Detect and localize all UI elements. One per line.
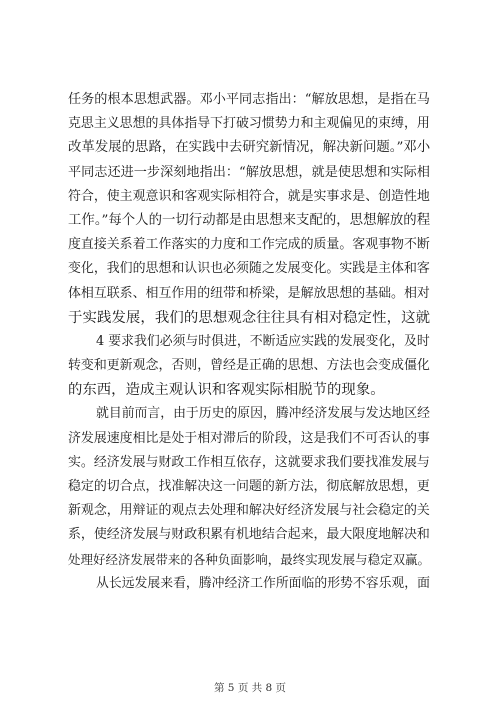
text-line: 任务的根本思想武器。邓小平同志指出：“解放思想，是指在马 (68, 92, 430, 107)
text-line: 改革发展的思路，在实践中去研究新情况，解决新问题。”邓小 (68, 140, 431, 156)
text-line: 度直接关系着工作落实的力度和工作完成的质量。客观事物不断 (68, 237, 430, 253)
text-line: 系，使经济发展与财政积累有机地结合起来，最大限度地解决和 (68, 527, 430, 543)
body-text (68, 88, 430, 596)
text-line: 符合，使主观意识和客观实际相符合，就是实事求是、创造性地 (68, 188, 430, 204)
text-line: 稳定的切合点，找准解决这一问题的新方法，彻底解放思想，更 (68, 479, 430, 494)
text-line: 的东西，造成主观认识和客观实际相脱节的现象。 (68, 382, 385, 399)
text-line: 处理好经济发展带来的各种负面影响，最终实现发展与稳定双赢。 (68, 551, 431, 567)
text-line: 变化，我们的思想和认识也必须随之发展变化。实践是主体和客 (68, 261, 430, 277)
text-line: 平同志还进一步深刻地指出：“解放思想，就是使思想和实际相 (68, 164, 430, 180)
text-line: 于实践发展，我们的思想观念往往具有相对稳定性，这就 (68, 309, 431, 326)
text-line: 克思主义思想的具体指导下打破习惯势力和主观偏见的束缚，用 (68, 116, 430, 132)
page-number: 第 5 页 共 8 页 (213, 682, 287, 694)
paragraph-4 (68, 572, 430, 596)
text-line: 转变和更新观念，否则，曾经是正确的思想、方法也会变成僵化 (68, 358, 430, 374)
text-line: 实。经济发展与财政工作相互依存，这就要求我们要找准发展与 (68, 454, 430, 470)
text-line: 4 要求我们必须与时俱进，不断适应实践的发展变化，及时 (96, 333, 430, 349)
text-line: 新观念，用辩证的观点去处理和解决好经济发展与社会稳定的关 (68, 503, 430, 519)
text-line: 体相互联系、相互作用的纽带和桥梁，是解放思想的基础。相对 (68, 285, 430, 301)
text-line: 济发展速度相比是处于相对滞后的阶段，这是我们不可否认的事 (68, 430, 430, 446)
text-line: 工作。”每个人的一切行动都是由思想来支配的，思想解放的程 (68, 212, 431, 228)
text-line: 就目前而言，由于历史的原因，腾冲经济发展与发达地区经 (96, 406, 430, 422)
paragraph-1 (68, 88, 430, 330)
page-footer (0, 680, 500, 695)
paragraph-3 (68, 402, 430, 571)
text-line: 从长远发展来看，腾冲经济工作所面临的形势不容乐观，面 (96, 575, 430, 591)
paragraph-2 (68, 330, 430, 403)
